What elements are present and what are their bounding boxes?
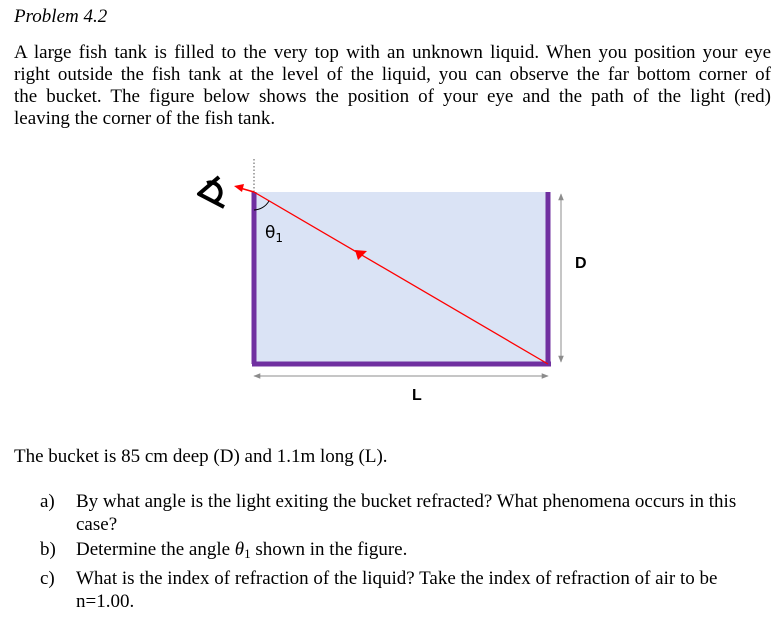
fish-tank-figure bbox=[170, 155, 590, 415]
length-label: L bbox=[412, 387, 422, 404]
intro-line: A large fish tank is filled to the very top with an unknown liquid. When you position your eye bbox=[14, 42, 771, 63]
question-list bbox=[40, 490, 775, 615]
question-text-after: shown in the figure. bbox=[250, 539, 408, 560]
question-marker: c) bbox=[40, 568, 55, 589]
angle-subscript: 1 bbox=[275, 231, 284, 245]
angle-symbol: θ bbox=[265, 223, 276, 243]
intro-line: the bucket. The figure below shows the position of your eye and the path of the light (red) bbox=[14, 86, 771, 107]
question-subscript: 1 bbox=[244, 546, 251, 561]
question-marker: b) bbox=[40, 539, 56, 560]
depth-label: D bbox=[575, 255, 587, 272]
question-text: What is the index of refraction of the liquid? Take the index of refraction of air to be n=1.00. bbox=[76, 568, 718, 612]
question-item bbox=[40, 490, 775, 536]
question-marker: a) bbox=[40, 491, 55, 512]
question-item bbox=[40, 538, 775, 565]
question-item bbox=[40, 567, 775, 613]
problem-heading: Problem 4.2 bbox=[14, 6, 108, 27]
problem-intro bbox=[14, 42, 771, 130]
refracted-ray-arrowhead bbox=[234, 184, 244, 192]
given-dimensions: The bucket is 85 cm deep (D) and 1.1m long (L). bbox=[14, 446, 388, 467]
question-symbol: θ bbox=[234, 539, 245, 560]
question-text-before: Determine the angle bbox=[76, 539, 235, 560]
eye-icon bbox=[199, 177, 224, 207]
intro-line: right outside the fish tank at the level of the liquid, you can observe the far bottom corner of bbox=[14, 64, 771, 85]
question-text: By what angle is the light exiting the bucket refracted? What phenomena occurs in this case? bbox=[76, 491, 737, 535]
intro-line: leaving the corner of the fish tank. bbox=[14, 108, 276, 129]
